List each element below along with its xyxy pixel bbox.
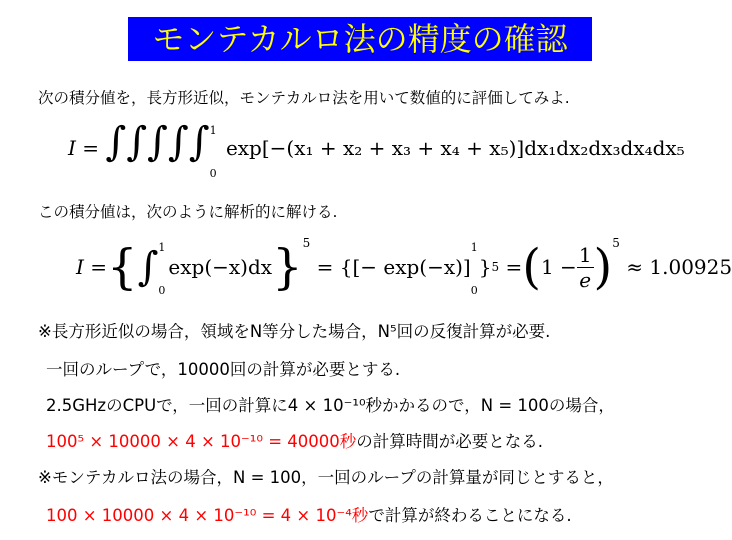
- equation-1: [68, 119, 685, 180]
- eq2-mid-power: 5: [491, 260, 500, 274]
- eq1-lhs: I =: [68, 136, 100, 160]
- eq2-frac-den: e: [579, 267, 592, 292]
- slide-title: モンテカルロ法の精度の確認: [128, 17, 592, 61]
- eq2-mid-upper: 1: [470, 241, 478, 254]
- eq2-rhs-power: 5: [612, 236, 620, 250]
- eq2-fraction: [577, 243, 594, 292]
- eq2-right-paren: ): [593, 239, 613, 295]
- eq2-lhs: I =: [76, 255, 108, 279]
- eq2-lower-limit: 0: [158, 284, 166, 297]
- note-6-line: [46, 502, 572, 526]
- note-1: ※長方形近似の場合，領域をN等分した場合，N⁵回の反復計算が必要.: [38, 322, 551, 341]
- eq1-body: exp[−(x₁ + x₂ + x₃ + x₄ + x₅)]dx₁dx₂dx₃dx₄dx₅: [225, 136, 685, 160]
- note-5: ※モンテカルロ法の場合，N = 100，一回のループの計算量が同じとすると，: [38, 468, 614, 487]
- eq1-integrals: ∫∫∫∫∫: [105, 119, 210, 165]
- eq1-upper-limit: 1: [209, 123, 217, 137]
- eq2-rhs-eq: =: [505, 255, 523, 279]
- analytic-note: この積分値は，次のように解析的に解ける.: [38, 203, 338, 221]
- eq2-approx: ≈ 1.00925: [626, 255, 732, 279]
- note-4-highlight: 100⁵ × 10000 × 4 × 10⁻¹⁰ = 40000秒: [46, 432, 357, 451]
- note-4-line: [46, 428, 543, 452]
- eq2-one-minus: 1 −: [540, 255, 577, 279]
- eq2-integrand: exp(−x)dx: [168, 255, 273, 279]
- eq2-middle: = {[− exp(−x)]: [316, 255, 471, 279]
- eq2-mid-lower: 0: [470, 284, 478, 297]
- eq2-power: 5: [302, 236, 311, 250]
- eq1-lower-limit: 0: [209, 166, 217, 180]
- note-2: 一回のループで，10000回の計算が必要とする.: [46, 360, 401, 379]
- note-6-rest: で計算が終わることになる.: [368, 506, 572, 525]
- eq2-integral: ∫: [137, 244, 159, 290]
- eq2-right-brace: }: [272, 239, 303, 295]
- note-3: 2.5GHzのCPUで，一回の計算に4 × 10⁻¹⁰秒かかるので，N = 100の場合，: [46, 396, 615, 415]
- eq2-mid-close: }: [478, 255, 492, 279]
- note-6-highlight: 100 × 10000 × 4 × 10⁻¹⁰ = 4 × 10⁻⁴秒: [46, 506, 369, 525]
- eq2-left-paren: (: [522, 239, 541, 295]
- eq2-left-brace: {: [107, 239, 138, 295]
- intro-text: 次の積分値を，長方形近似，モンテカルロ法を用いて数値的に評価してみよ.: [38, 89, 570, 107]
- note-4-rest: の計算時間が必要となる.: [356, 432, 544, 451]
- eq2-upper-limit: 1: [158, 241, 166, 254]
- equation-2: [76, 232, 732, 302]
- eq2-frac-num: 1: [578, 242, 592, 267]
